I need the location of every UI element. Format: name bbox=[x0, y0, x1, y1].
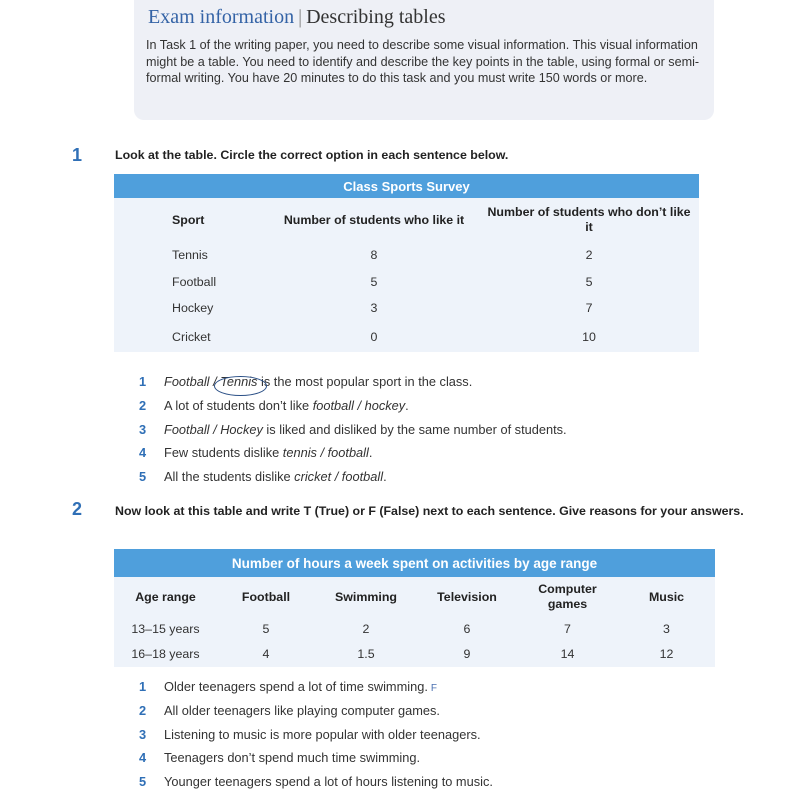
table-cell: Hockey bbox=[114, 295, 269, 322]
table-cell: 5 bbox=[479, 269, 699, 296]
option-separator: / bbox=[209, 374, 221, 389]
sentence-number: 5 bbox=[139, 469, 147, 485]
sentence-text: is liked and disliked by the same number of students. bbox=[262, 421, 567, 437]
sports-table-header-sport: Sport bbox=[114, 198, 269, 242]
list-item bbox=[139, 746, 493, 770]
sports-table-header-dislike: Number of students who don’t like it bbox=[479, 198, 699, 242]
hours-table-header: Age range bbox=[114, 577, 217, 617]
sentence-options[interactable]: Football / Hockey bbox=[164, 421, 263, 437]
exercise-2-instruction: Now look at this table and write T (True) or F (False) next to each sentence. Give reasons for your answers. bbox=[115, 504, 744, 518]
sentence-number: 3 bbox=[139, 726, 147, 742]
option-tennis-label: Tennis bbox=[220, 374, 258, 389]
table-row bbox=[114, 617, 715, 640]
table-row bbox=[114, 640, 715, 667]
sentence-options[interactable]: tennis / football bbox=[282, 445, 369, 461]
table-cell: 0 bbox=[269, 322, 479, 352]
sports-survey-table bbox=[114, 174, 699, 352]
table-cell: 12 bbox=[618, 640, 715, 667]
activity-hours-table bbox=[114, 549, 715, 667]
list-item bbox=[139, 418, 567, 442]
table-cell: 16–18 years bbox=[114, 640, 217, 667]
exam-info-heading: Exam information bbox=[148, 6, 295, 28]
sentence-number: 5 bbox=[139, 774, 147, 790]
sentence-text: Younger teenagers spend a lot of hours listening to music. bbox=[164, 774, 493, 790]
sentence-number: 4 bbox=[139, 445, 147, 461]
sentence-text: . bbox=[405, 397, 409, 413]
hours-table-header: Football bbox=[217, 577, 315, 617]
table-cell: 3 bbox=[269, 295, 479, 322]
exercise-1-number: 1 bbox=[72, 145, 83, 165]
option-tennis-circled[interactable] bbox=[220, 374, 257, 389]
sentence-text: Older teenagers spend a lot of time swimming. bbox=[164, 679, 428, 694]
table-cell: 5 bbox=[217, 617, 315, 640]
hours-table-header: Television bbox=[417, 577, 517, 617]
list-item bbox=[139, 723, 493, 747]
table-cell: Cricket bbox=[114, 322, 269, 352]
answer-mark[interactable]: F bbox=[430, 683, 437, 694]
list-item bbox=[139, 441, 567, 465]
sentence-text: Teenagers don’t spend much time swimming. bbox=[164, 750, 421, 766]
sentence-number: 3 bbox=[139, 421, 147, 437]
title-separator: | bbox=[298, 6, 303, 28]
exam-info-title bbox=[148, 6, 446, 29]
table-cell: 13–15 years bbox=[114, 617, 217, 640]
sentence-text: Listening to music is more popular with older teenagers. bbox=[164, 726, 481, 742]
list-item bbox=[139, 394, 567, 418]
table-cell: 4 bbox=[217, 640, 315, 667]
sentence-text: Few students dislike bbox=[164, 445, 283, 461]
sentence-options[interactable]: cricket / football bbox=[294, 469, 384, 485]
table-cell: 7 bbox=[517, 617, 618, 640]
sentence-number: 2 bbox=[139, 397, 147, 413]
hours-table-header: Swimming bbox=[315, 577, 417, 617]
list-item bbox=[139, 699, 493, 723]
sentence-text: . bbox=[383, 469, 387, 485]
table-cell: 9 bbox=[417, 640, 517, 667]
table-cell: 3 bbox=[618, 617, 715, 640]
sentence-options[interactable]: football / hockey bbox=[312, 397, 406, 413]
sentence-text: is the most popular sport in the class. bbox=[257, 374, 473, 389]
sentence-text: All older teenagers like playing computer games. bbox=[164, 702, 440, 718]
table-row bbox=[114, 322, 699, 352]
table-cell: 7 bbox=[479, 295, 699, 322]
table-cell: Football bbox=[114, 269, 269, 296]
exercise-1-instruction: Look at the table. Circle the correct option in each sentence below. bbox=[115, 148, 509, 162]
sentence-number: 1 bbox=[139, 679, 147, 694]
sentence-text: All the students dislike bbox=[164, 469, 295, 485]
hours-table-header: Computer games bbox=[517, 577, 618, 617]
exercise-2-number: 2 bbox=[72, 499, 83, 519]
sports-table-header-like: Number of students who like it bbox=[269, 198, 479, 242]
table-cell: 2 bbox=[315, 617, 417, 640]
sports-table-title: Class Sports Survey bbox=[114, 174, 699, 198]
exam-info-subtitle: Describing tables bbox=[306, 6, 446, 28]
table-cell: 8 bbox=[269, 242, 479, 269]
sentence-number: 4 bbox=[139, 750, 147, 766]
exam-info-text: In Task 1 of the writing paper, you need to describe some visual information. This visual information might be a table. You need to identify and describe the key points in the table, using formal or semi-formal writing. You have 20 minutes to do this task and you must write 150 words or more. bbox=[146, 38, 700, 85]
list-item bbox=[139, 675, 493, 699]
sentence-text: A lot of students don’t like bbox=[164, 397, 313, 413]
table-cell: 14 bbox=[517, 640, 618, 667]
table-cell: 2 bbox=[479, 242, 699, 269]
table-cell: Tennis bbox=[114, 242, 269, 269]
list-item bbox=[139, 465, 567, 489]
table-cell: 6 bbox=[417, 617, 517, 640]
sentence-number: 2 bbox=[139, 702, 147, 718]
table-cell: 10 bbox=[479, 322, 699, 352]
exercise-2-sentences bbox=[139, 675, 493, 794]
exercise-1-sentences bbox=[139, 370, 567, 489]
sentence-text: . bbox=[368, 445, 373, 461]
list-item bbox=[139, 370, 567, 394]
sentence-number: 1 bbox=[139, 374, 147, 389]
table-row bbox=[114, 242, 699, 269]
table-cell: 5 bbox=[269, 269, 479, 296]
option-football[interactable]: Football bbox=[164, 374, 210, 389]
hours-table-title: Number of hours a week spent on activities by age range bbox=[114, 549, 715, 577]
list-item bbox=[139, 770, 493, 794]
table-row bbox=[114, 295, 699, 322]
table-cell: 1.5 bbox=[315, 640, 417, 667]
table-row bbox=[114, 269, 699, 296]
hours-table-header: Music bbox=[618, 577, 715, 617]
